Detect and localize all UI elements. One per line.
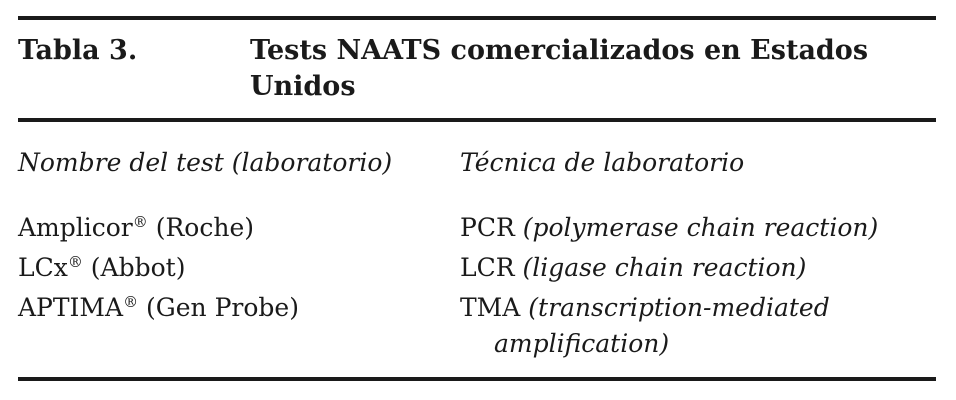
technique-description: (ligase chain reaction) bbox=[522, 253, 807, 282]
technique-abbr: LCR bbox=[460, 253, 515, 282]
registered-mark: ® bbox=[123, 293, 139, 311]
test-name-cell bbox=[18, 250, 185, 286]
table-body bbox=[18, 210, 936, 358]
technique-cell bbox=[460, 290, 930, 362]
test-name-cell bbox=[18, 210, 254, 246]
table-caption-title: Tests NAATS comercializados en Estados Unidos bbox=[250, 35, 869, 102]
test-name: LCx bbox=[18, 253, 68, 282]
technique-cell bbox=[460, 210, 930, 246]
technique-description-continued: amplification) bbox=[494, 329, 670, 358]
technique-abbr: PCR bbox=[460, 213, 515, 242]
test-lab: (Abbot) bbox=[82, 253, 186, 282]
table-top-rule bbox=[18, 16, 936, 20]
technique-description: (transcription-mediated bbox=[528, 293, 830, 322]
table-bottom-rule bbox=[18, 377, 936, 381]
column-header-name: Nombre del test (laboratorio) bbox=[18, 148, 393, 177]
table-caption-label: Tabla 3. bbox=[18, 35, 138, 66]
technique-cell bbox=[460, 250, 930, 286]
registered-mark: ® bbox=[67, 253, 83, 271]
technique-description: (polymerase chain reaction) bbox=[522, 213, 879, 242]
technique-abbr: TMA bbox=[460, 293, 521, 322]
table-row bbox=[18, 210, 936, 250]
test-lab: (Roche) bbox=[147, 213, 254, 242]
registered-mark: ® bbox=[132, 213, 148, 231]
column-header-technique: Técnica de laboratorio bbox=[460, 148, 745, 177]
test-lab: (Gen Probe) bbox=[138, 293, 299, 322]
table-row bbox=[18, 290, 936, 358]
table-row bbox=[18, 250, 936, 290]
test-name-cell bbox=[18, 290, 299, 326]
test-name: Amplicor bbox=[18, 213, 133, 242]
test-name: APTIMA bbox=[18, 293, 124, 322]
table-header-rule bbox=[18, 118, 936, 122]
